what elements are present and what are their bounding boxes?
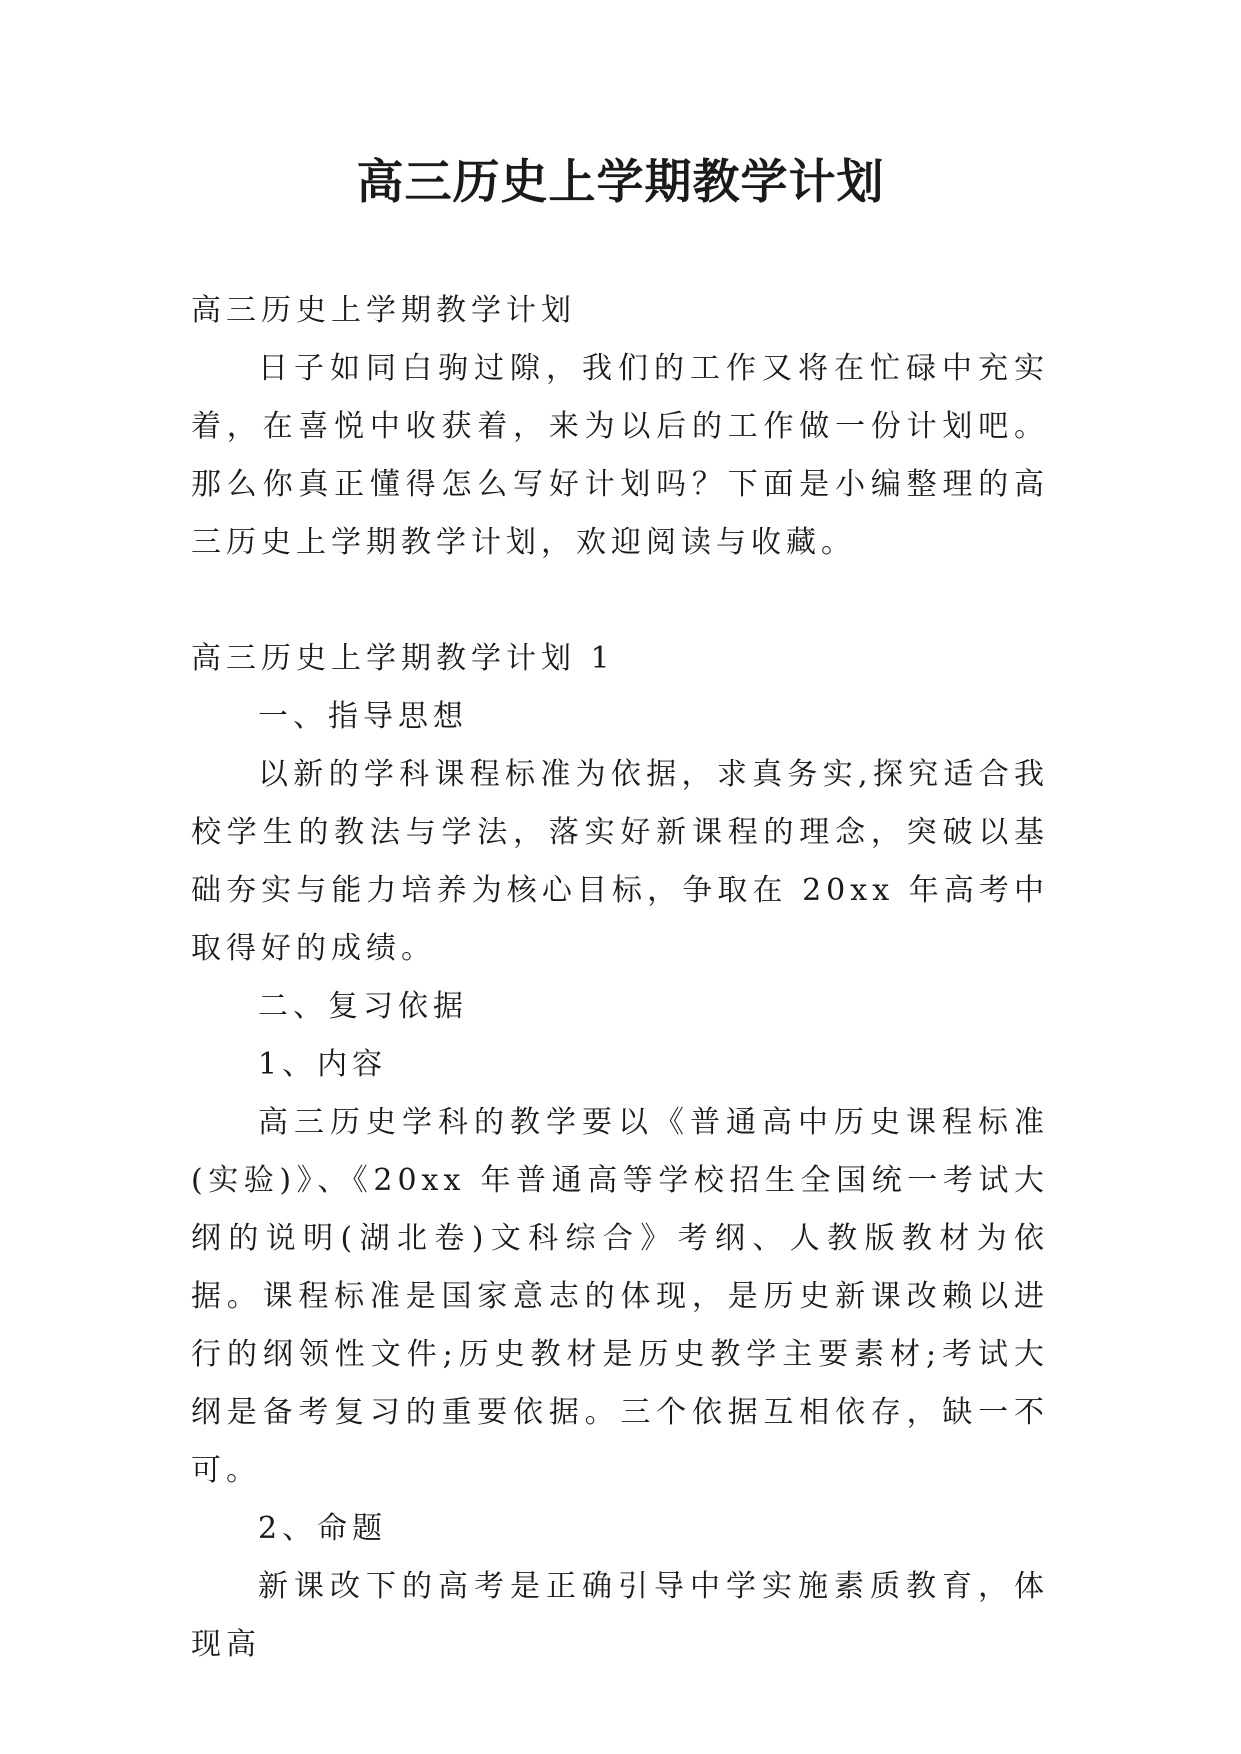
document-title: 高三历史上学期教学计划: [356, 155, 885, 210]
heading-guiding-ideology: 一、指导思想: [258, 699, 468, 734]
proposition-paragraph: 新课改下的高考是正确引导中学实施素质教育，体现高: [191, 1569, 1049, 1662]
heading-review-basis: 二、复习依据: [258, 989, 468, 1024]
heading-proposition: 2、命题: [258, 1511, 388, 1546]
intro-paragraph: 日子如同白驹过隙，我们的工作又将在忙碌中充实着，在喜悦中收获着，来为以后的工作做一份计划吧。那么你真正懂得怎么写好计划吗？下面是小编整理的高三历史上学期教学计划，欢迎阅读与收藏。: [191, 351, 1049, 560]
content-paragraph: 高三历史学科的教学要以《普通高中历史课程标准(实验)》、《20xx 年普通高等学校招生全国统一考试大纲的说明(湖北卷)文科综合》考纲、人教版教材为依据。课程标准是国家意志的体现，是历史新课改赖以进行的纲领性文件;历史教材是历史教学主要素材;考试大纲是备考复习的重要依据。三个依据互相依存，缺一不可。: [191, 1105, 1049, 1488]
subtitle-line: 高三历史上学期教学计划: [191, 293, 576, 328]
heading-content: 1、内容: [258, 1047, 388, 1082]
guiding-ideology-paragraph: 以新的学科课程标准为依据，求真务实,探究适合我校学生的教法与学法，落实好新课程的理念，突破以基础夯实与能力培养为核心目标，争取在 20xx 年高考中取得好的成绩。: [191, 757, 1049, 966]
document-body: [191, 282, 1049, 1674]
section-title: 高三历史上学期教学计划 1: [191, 641, 615, 676]
paragraph-spacer: [191, 572, 1049, 630]
